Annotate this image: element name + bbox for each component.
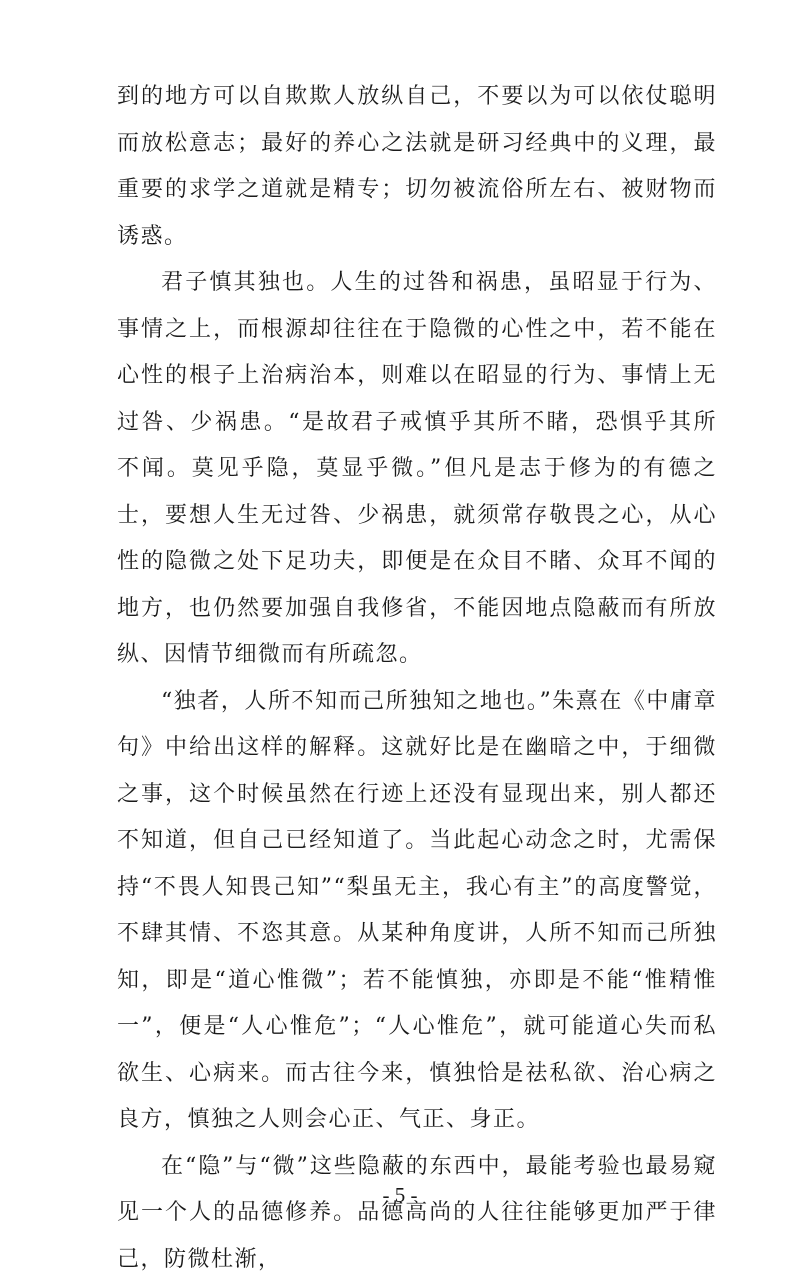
paragraph-3: “独者，人所不知而己所独知之地也。”朱熹在《中庸章句》中给出这样的解释。这就好比是在幽暗之中，于细微之事，这个时候虽然在行迹上还没有显现出来，别人都还不知道，但自己已经知道了。当此起心动念之时，尤需保持“不畏人知畏己知”“梨虽无主，我心有主”的高度警觉，不肆其情、不恣其意。从某种角度讲，人所不知而己所独知，即是“道心惟微”；若不能慎独，亦即是不能“惟精惟一”，便是“人心惟危”；“人心惟危”，就可能道心失而私欲生、心病来。而古往今来，慎独恰是祛私欲、治心病之良方，慎独之人则会心正、气正、身正。 <box>117 679 717 1144</box>
page-number: - 5 - <box>0 1183 800 1208</box>
body-text <box>117 74 717 1283</box>
paragraph-1: 到的地方可以自欺欺人放纵自己，不要以为可以依仗聪明而放松意志；最好的养心之法就是研习经典中的义理，最重要的求学之道就是精专；切勿被流俗所左右、被财物而诱惑。 <box>117 74 717 260</box>
paragraph-2: 君子慎其独也。人生的过咎和祸患，虽昭显于行为、事情之上，而根源却往往在于隐微的心性之中，若不能在心性的根子上治病治本，则难以在昭显的行为、事情上无过咎、少祸患。“是故君子戒慎乎其所不睹，恐惧乎其所不闻。莫见乎隐，莫显乎微。”但凡是志于修为的有德之士，要想人生无过咎、少祸患，就须常存敬畏之心，从心性的隐微之处下足功夫，即便是在众目不睹、众耳不闻的地方，也仍然要加强自我修省，不能因地点隐蔽而有所放纵、因情节细微而有所疏忽。 <box>117 260 717 679</box>
paragraph-4: 在“隐”与“微”这些隐蔽的东西中，最能考验也最易窥见一个人的品德修养。品德高尚的人往往能够更加严于律己，防微杜渐， <box>117 1144 717 1283</box>
